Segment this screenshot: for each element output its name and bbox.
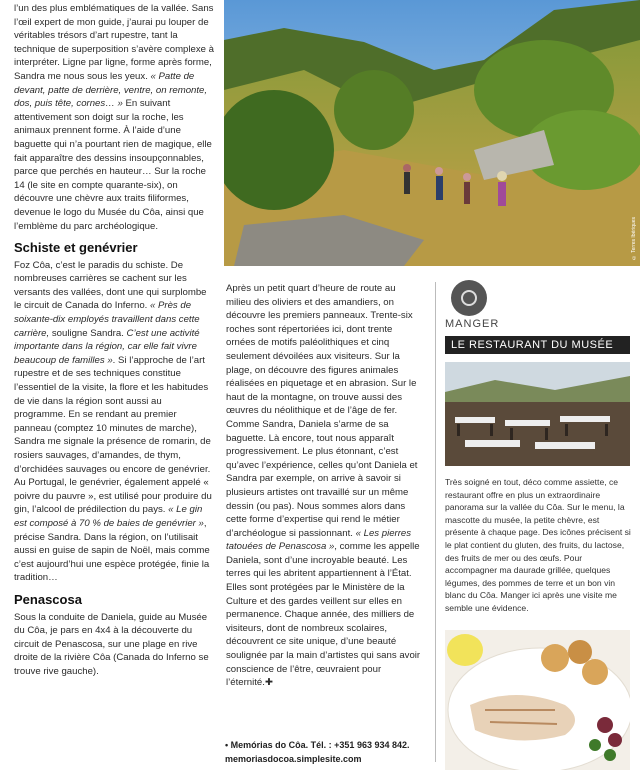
contact-website[interactable]: memoriasdocoa.simplesite.com <box>225 754 362 764</box>
intro-quote: « Patte de devant, patte de derrière, ventre, on remonte, dos, puis tête, cornes… » <box>14 70 208 110</box>
schiste-quote-1: « Près de soixante-dix employés travaillent dans cette carrière, <box>14 300 200 339</box>
manger-label: MANGER <box>445 318 500 330</box>
middle-text-a: Après un petit quart d’heure de route au milieu des oliviers et des amandiers, on découvre les premiers panneaux. Trente-six roches sont répertoriées ici, dont trente ornées de motifs paléolithiques et cinq seulement dévoilées aux visiteurs. Sur la plage, on découvre des figures animales réalisées en piquetage et en abrasion. Sur le haut de la montagne, on trouve aussi des œuvres du néolithique et de l’âge de fer. Comme Sandra, Daniela s’arme de sa baguette. Là encore, tout nous apparaît progressivement. Le plus étonnant, c’est qu’avec l’expérience, celles qu’ont Daniela et Sandra par exemple, on arrive à savoir si plusieurs artistes ont travaillé sur un même dessin (ou pas). Nous sommes alors dans cette forme d’expertise qui rend le métier d’archéologue si passionnant. <box>226 283 418 539</box>
contact-info <box>225 738 425 766</box>
heading-penascosa: Penascosa <box>14 591 82 607</box>
left-column <box>14 2 214 679</box>
intro-paragraph <box>14 2 214 233</box>
column-divider <box>435 282 436 762</box>
penascosa-paragraph: Sous la conduite de Daniela, guide au Musée du Côa, je pars en 4x4 à la découverte du circuit de Penascosa, sur une plage en rive droite de la rivière Côa (Canada do Inferno se trouve rive gauche). <box>14 611 209 677</box>
contact-phone: • Memórias do Côa. Tél. : +351 963 934 842. <box>225 740 410 750</box>
schiste-text-1b: souligne Sandra. <box>49 327 127 339</box>
schiste-text-2: . Si l’approche de l’art rupestre et de ses techniques constitue l’essentiel de la visite, la flore et les habitudes de vie dans la région sont aussi au programme. En se rendant au premier panneau (comptez 10 minutes de marche), Sandra me signale la présence de romarin, de rosiers sauvages, d’amandes, de thym, d’orchidées sauvages ou encore de genévrier. Au Portugal, le genévrier, également appelé « poivre du pauvre », est utilisé pour produire du gin, l’alcool de prédilection du pays. <box>14 354 212 516</box>
intro-rest: En suivant attentivement son doigt sur la roche, les animaux prennent forme. À l’aide d’une baguette qui n’a pourtant rien de magique, elle fait apparaître des dessins insoupçonnables, parce que perchés en hauteur… Sur la roche 14 (le site en compte quarante-six), on découvre une chèvre aux traits filiformes, devenue le logo du Musée du Côa, ainsi que l’emblème du parc archéologique. <box>14 98 212 232</box>
photo-credit: © Terres Ibériques <box>631 216 637 260</box>
middle-quote: « Les pierres tatouées de Penascosa » <box>226 527 412 553</box>
schiste-quote-2: C’est une activité importante dans la région, car elle fait vivre beaucoup de familles » <box>14 327 200 366</box>
middle-paragraph <box>226 282 422 690</box>
heading-schiste: Schiste et genévrier <box>14 240 138 256</box>
schiste-text-3: , précise Sandra. Dans la région, on l’utilisait aussi en guise de sapin de Noël, mais comme c’est aujourd’hui une espèce protégée, finie la tradition… <box>14 517 210 584</box>
restaurant-title-bar: LE RESTAURANT DU MUSÉE <box>445 336 630 354</box>
hero-photo-hikers <box>224 0 640 266</box>
plate-icon <box>451 280 487 316</box>
dish-photo <box>445 630 630 770</box>
end-mark-icon: ✚ <box>264 677 273 689</box>
schiste-text-1: Foz Côa, c’est le paradis du schiste. De nombreuses carrières se cachent sur les versants des vallées, dont une qui surplombe le circuit de Canada do Inferno. <box>14 259 207 312</box>
schiste-paragraph <box>14 259 214 585</box>
middle-text-b: , comme les appelle Daniela, sont d’une incroyable beauté. Les terres qui les abritent appartiennent à l’État. Elles sont protégées par le Ministère de la Culture et des gardes veillent sur elles en permanence. Chaque année, des milliers de visiteurs, dont de nombreux scolaires, découvrent ce site unique, d’une beauté soulignée par la main d’artistes qui sans avoir conscience de l’être, œuvraient pour l’éternité. <box>226 541 421 689</box>
restaurant-photo <box>445 362 630 466</box>
middle-column <box>226 282 422 690</box>
manger-box <box>445 280 630 354</box>
schiste-quote-3: « Le gin est composé à 70 % de baies de genévrier » <box>14 504 204 529</box>
restaurant-description: Très soigné en tout, déco comme assiette, ce restaurant offre en plus un extraordinaire panorama sur la vallée du Côa. Sur le menu, la mascotte du musée, la petite chèvre, est présente à chaque page. Des icônes précisent si le plat contient du gluten, des fruits, du lactose, des fruits de mer ou des œufs. Pour accompagner ma daurade grillée, quelques légumes, des pommes de terre et un bon vin blanc du Côa. Manger ici après une visite me semble une évidence. <box>445 477 631 613</box>
intro-text: l’un des plus emblématiques de la vallée. Sans l’œil expert de mon guide, j’aurai pu louper de véritables trésors d’art rupestre, tant la technique de superposition s’avère complexe à interpréter. Ligne par ligne, forme après forme, Sandra me nous sous les yeux. <box>14 3 214 82</box>
